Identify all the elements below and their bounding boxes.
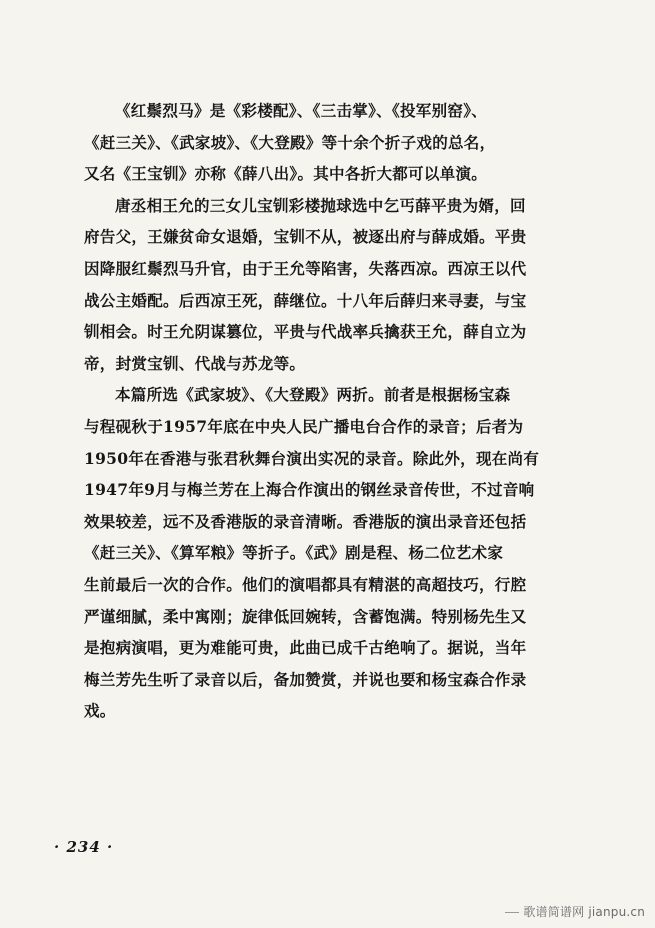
text-line: 《红鬃烈马》是《彩楼配》、《三击掌》、《投军别窑》、: [115, 101, 488, 120]
text-line: 唐丞相王允的三女儿宝钏彩楼抛球选中乞丐薛平贵为婿，回: [115, 195, 526, 215]
text-line: 本篇所选《武家坡》、《大登殿》两折。前者是根据杨宝森: [115, 385, 511, 405]
text-line: 1950年在香港与张君秋舞台演出实况的录音。除此外，现在尚有: [84, 448, 540, 468]
page-number: · 234 ·: [54, 838, 114, 856]
paragraph-intro: [84, 95, 556, 190]
body-text: [84, 95, 556, 727]
text-line: 钏相会。时王允阴谋篡位，平贵与代战率兵擒获王允，薛自立为: [84, 322, 527, 342]
paragraph-synopsis: [84, 190, 556, 380]
text-line: 因降服红鬃烈马升官，由于王允等陷害，失落西凉。西凉王以代: [84, 258, 527, 278]
text-line: 是抱病演唱，更为难能可贵，此曲已成千古绝响了。据说，当年: [84, 638, 527, 658]
text-line: 《赶三关》、《武家坡》、《大登殿》等十余个折子戏的总名，: [84, 132, 496, 152]
text-line: 与程砚秋于1957年底在中央人民广播电台合作的录音；后者为: [84, 416, 524, 436]
text-line: 帝，封赏宝钏、代战与苏龙等。: [84, 353, 306, 373]
text-line: 《赶三关》、《算军粮》等折子。《武》剧是程、杨二位艺术家: [84, 543, 504, 563]
text-line: 生前最后一次的合作。他们的演唱都具有精湛的高超技巧，行腔: [84, 574, 527, 594]
text-line: 戏。: [84, 701, 116, 721]
watermark-text: 歌谱简谱网 jianpu.cn: [523, 905, 645, 919]
text-line: 又名《王宝钏》亦称《薛八出》。其中各折大都可以单演。: [84, 164, 488, 184]
text-line: 府告父，王嫌贫命女退婚，宝钏不从，被逐出府与薛成婚。平贵: [84, 227, 527, 247]
text-line: 战公主婚配。后西凉王死，薛继位。十八年后薛归来寻妻，与宝: [84, 290, 527, 310]
text-line: 梅兰芳先生听了录音以后，备加赞赏，并说也要和杨宝森合作录: [84, 669, 527, 689]
text-line: 1947年9月与梅兰芳在上海合作演出的钢丝录音传世，不过音响: [84, 480, 535, 500]
watermark-rule: [505, 912, 519, 913]
text-line: 效果较差，远不及香港版的录音清晰。香港版的演出录音还包括: [84, 511, 527, 531]
text-line: 严谨细腻，柔中寓刚；旋律低回婉转，含蓄饱满。特别杨先生又: [84, 606, 527, 626]
site-watermark: [505, 903, 645, 920]
paragraph-recording-notes: [84, 379, 556, 727]
